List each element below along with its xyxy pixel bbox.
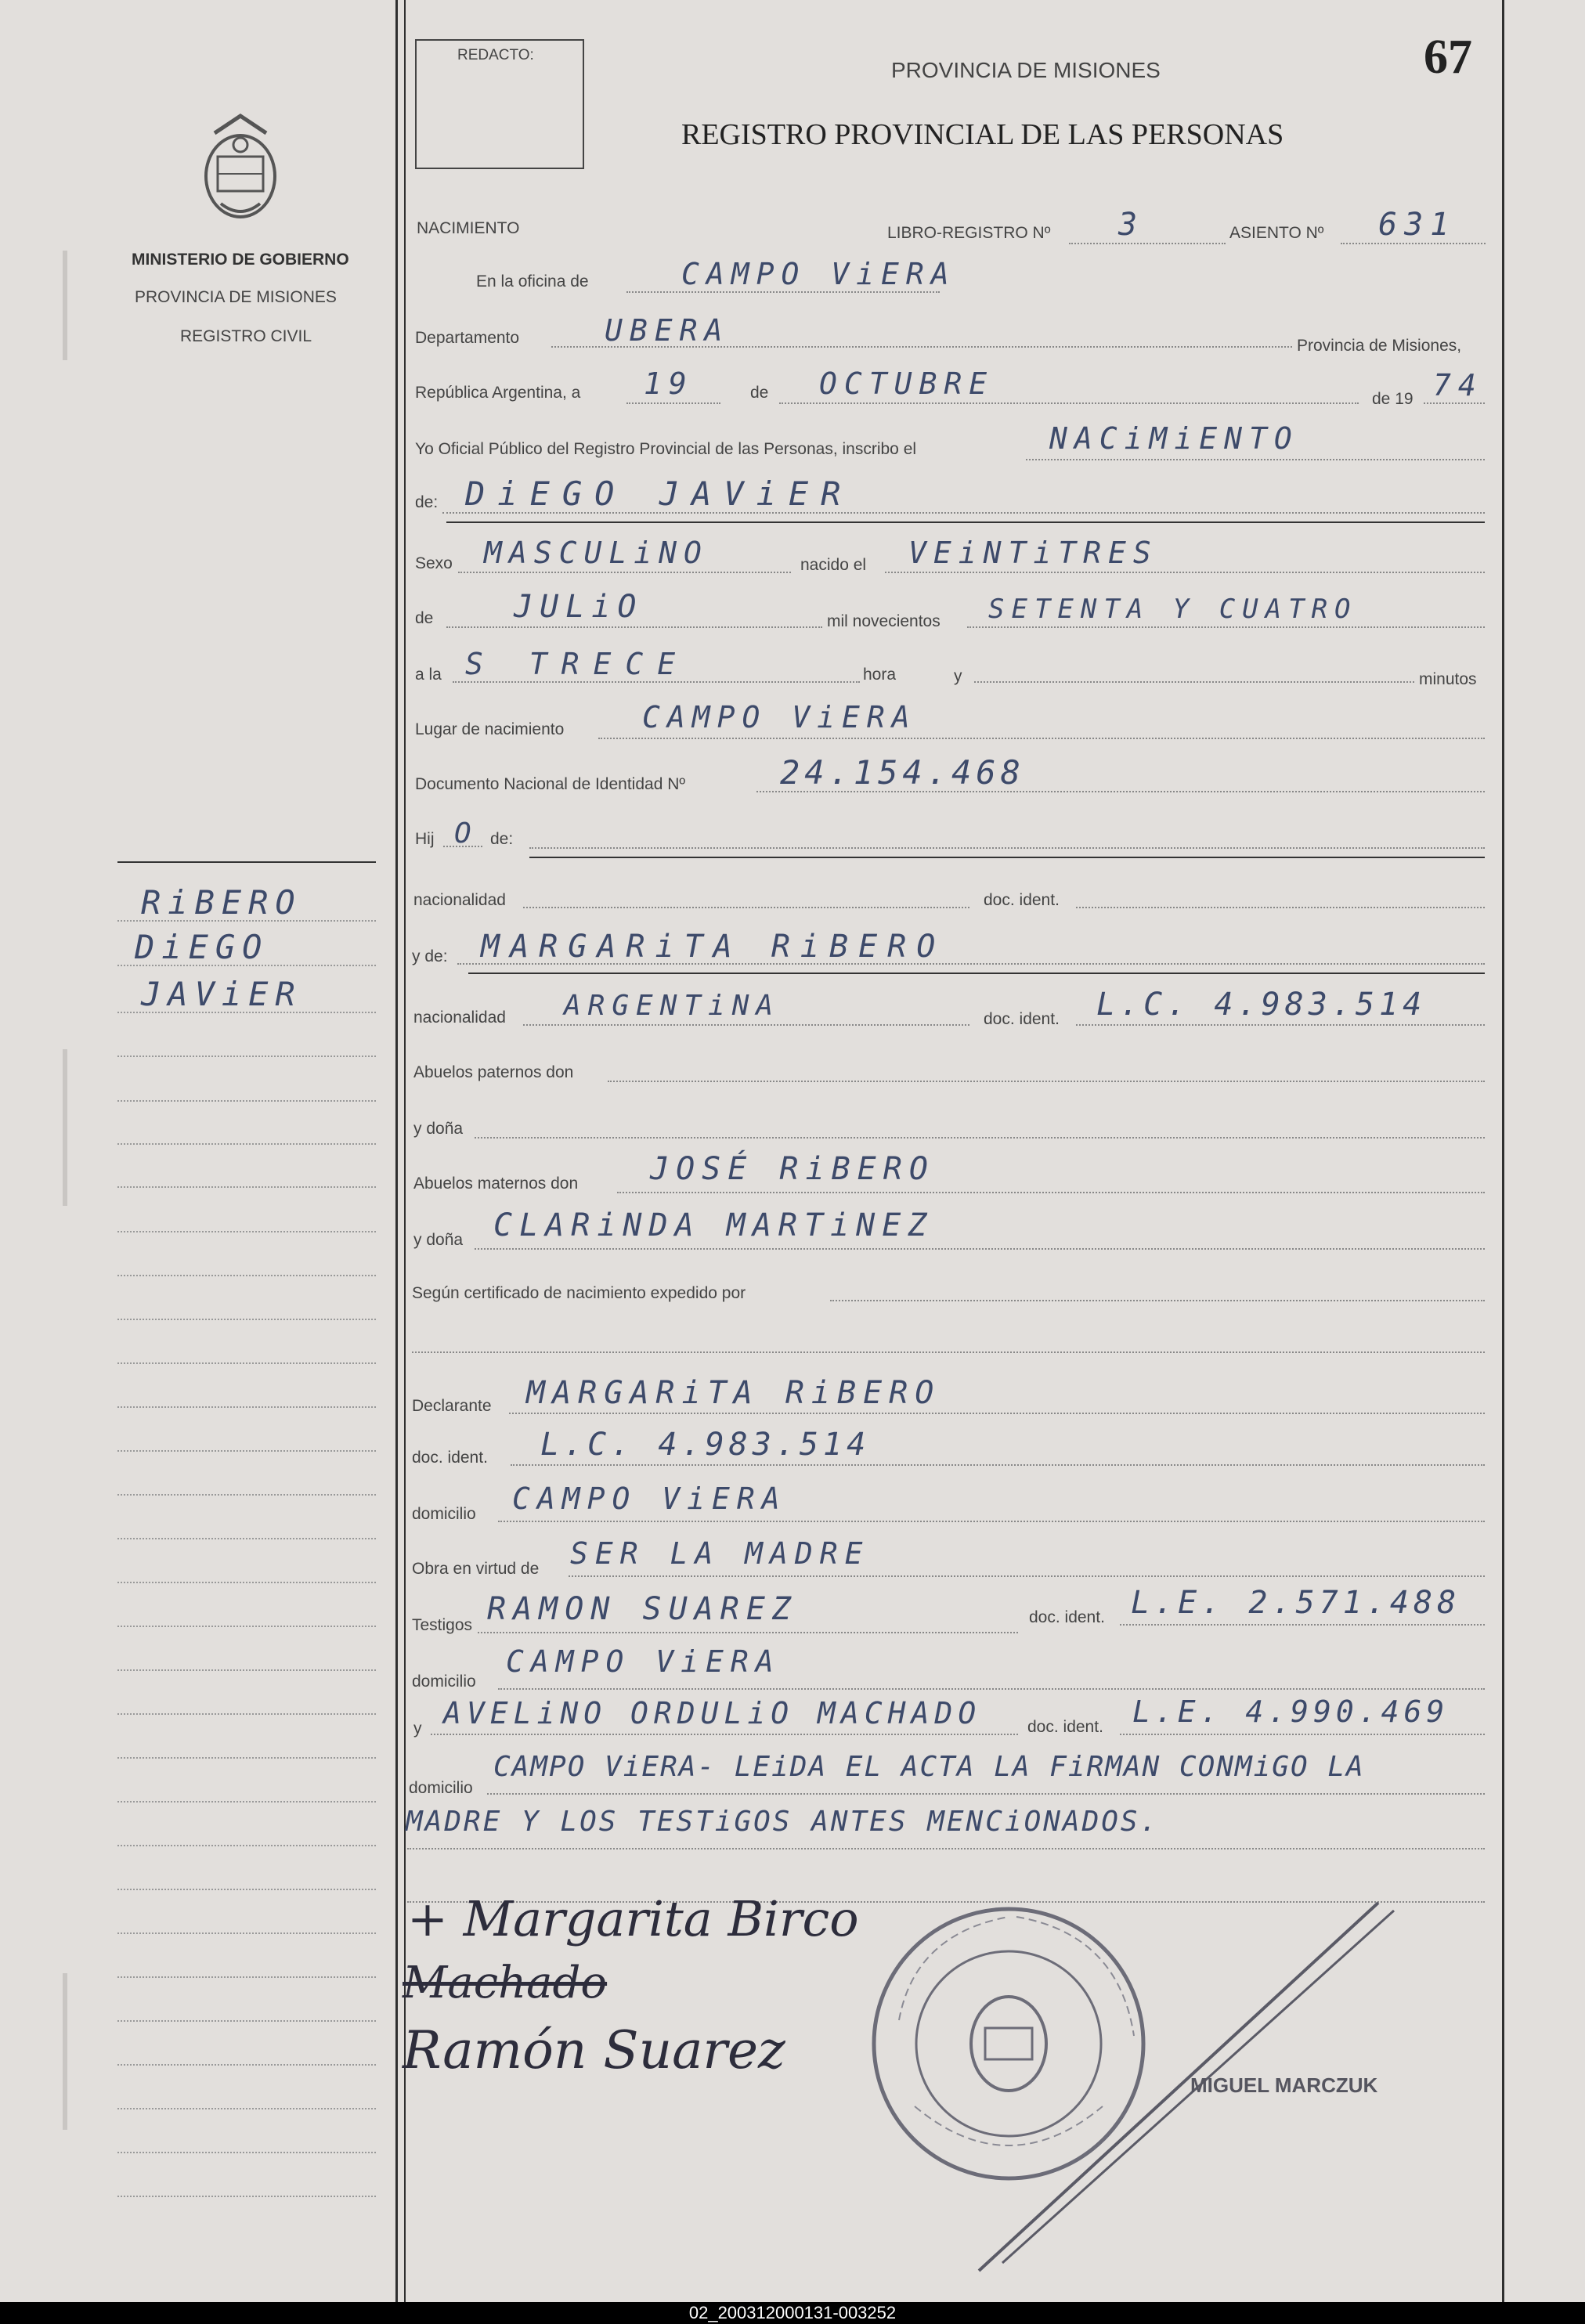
value-doc-testigo1: L.E. 2.571.488 bbox=[1131, 1585, 1461, 1621]
label-minutos: minutos bbox=[1419, 670, 1477, 688]
label-doc-madre: doc. ident. bbox=[984, 1010, 1060, 1028]
margin-line bbox=[117, 1319, 376, 1320]
label-hij-de: de: bbox=[490, 830, 514, 848]
value-doc-madre: L.C. 4.983.514 bbox=[1096, 987, 1427, 1023]
label-sexo: Sexo bbox=[415, 554, 453, 572]
rule bbox=[446, 521, 1485, 523]
label-de-mes: de bbox=[750, 384, 769, 402]
value-sexo: MASCULiNO bbox=[484, 536, 709, 570]
value-testigo2: AVELiNO ORDULiO MACHADO bbox=[443, 1696, 982, 1730]
scan-id-footer: 02_200312000131-003252 bbox=[0, 2302, 1585, 2324]
value-asiento: 631 bbox=[1378, 207, 1457, 243]
margin-line bbox=[117, 1012, 376, 1013]
margin-line bbox=[117, 1801, 376, 1803]
margin-top-rule bbox=[117, 861, 376, 863]
margin-line bbox=[117, 1582, 376, 1583]
margin-line bbox=[117, 1713, 376, 1715]
label-doc-testigo2: doc. ident. bbox=[1027, 1718, 1103, 1736]
value-hij: O bbox=[454, 817, 478, 850]
label-hora: hora bbox=[863, 666, 897, 684]
value-departamento: UBERA bbox=[605, 313, 730, 348]
margin-line bbox=[117, 1275, 376, 1276]
margin-line bbox=[117, 1626, 376, 1627]
page-title: REGISTRO PROVINCIAL DE LAS PERSONAS bbox=[681, 118, 1284, 151]
label-provincia-suffix: Provincia de Misiones, bbox=[1297, 337, 1462, 355]
margin-line bbox=[117, 1669, 376, 1671]
margin-note-name2: JAViER bbox=[141, 975, 302, 1013]
margin-line bbox=[117, 2108, 376, 2109]
value-oficina: CAMPO ViERA bbox=[681, 257, 956, 291]
label-doc-testigo1: doc. ident. bbox=[1029, 1608, 1105, 1626]
value-madre: MARGARiTA RiBERO bbox=[481, 929, 946, 965]
label-y: y bbox=[954, 667, 962, 685]
provincial-seal-icon bbox=[197, 110, 283, 227]
rule bbox=[468, 973, 1485, 974]
rule bbox=[529, 857, 1485, 858]
redacto-box bbox=[415, 39, 584, 169]
margin-line bbox=[117, 2152, 376, 2153]
label-a-la: a la bbox=[415, 666, 442, 684]
vertical-rule-right bbox=[1502, 0, 1504, 2302]
value-hora: S TRECE bbox=[465, 647, 690, 681]
dots bbox=[523, 907, 969, 908]
value-mes-nac: JULiO bbox=[514, 589, 644, 625]
margin-line bbox=[117, 1231, 376, 1232]
label-obra: Obra en virtud de bbox=[412, 1560, 540, 1578]
label-nacionalidad-padre: nacionalidad bbox=[413, 891, 506, 909]
label-hij: Hij bbox=[415, 830, 435, 848]
dots bbox=[1069, 243, 1226, 244]
margin-line bbox=[117, 2064, 376, 2066]
dots bbox=[453, 681, 860, 683]
dots bbox=[1424, 402, 1485, 404]
value-dia: 19 bbox=[644, 366, 694, 401]
vertical-rule-left bbox=[395, 0, 398, 2302]
value-nacionalidad-madre: ARGENTiNA bbox=[564, 990, 781, 1022]
margin-line bbox=[117, 1976, 376, 1978]
label-nacido-el: nacido el bbox=[800, 556, 867, 574]
dots bbox=[626, 291, 940, 293]
dots bbox=[779, 402, 1359, 404]
dots bbox=[608, 1081, 1485, 1082]
dots bbox=[598, 738, 1485, 739]
label-domicilio-testigo1: domicilio bbox=[412, 1673, 476, 1691]
label-de-nombre: de: bbox=[415, 493, 439, 511]
label-republica: República Argentina, a bbox=[415, 384, 581, 402]
label-de-mes-nac: de bbox=[415, 609, 434, 627]
header-province: PROVINCIA DE MISIONES bbox=[891, 58, 1161, 82]
label-segun: Según certificado de nacimiento expedido por bbox=[412, 1284, 746, 1302]
dots bbox=[830, 1300, 1485, 1301]
value-dni: 24.154.468 bbox=[780, 753, 1025, 792]
value-anio-nac: SETENTA Y CUATRO bbox=[988, 594, 1358, 625]
margin-line bbox=[117, 2196, 376, 2197]
label-dni: Documento Nacional de Identidad Nº bbox=[415, 775, 686, 793]
label-y-de: y de: bbox=[412, 947, 448, 965]
dots bbox=[446, 626, 822, 628]
label-abuelos-maternos: Abuelos maternos don bbox=[413, 1175, 579, 1193]
dots bbox=[509, 1413, 1485, 1414]
value-domicilio-testigo2-line2: MADRE Y LOS TESTiGOS ANTES MENCiONADOS. bbox=[406, 1806, 1160, 1838]
signature-suarez: Ramón Suarez bbox=[403, 2020, 785, 2080]
value-nombre: DiEGO JAViER bbox=[465, 475, 854, 513]
dots bbox=[885, 572, 1485, 573]
margin-line bbox=[117, 1143, 376, 1145]
dots bbox=[569, 1575, 1485, 1577]
margin-note-name1: DiEGO bbox=[135, 928, 269, 966]
dots bbox=[523, 1024, 969, 1026]
margin-line bbox=[117, 1056, 376, 1057]
value-domicilio-testigo2-line1: CAMPO ViERA- LEiDA EL ACTA LA FiRMAN CONMiGO LA bbox=[493, 1751, 1365, 1783]
margin-line bbox=[117, 965, 376, 966]
stamp-official-name: MIGUEL MARCZUK bbox=[1190, 2073, 1378, 2097]
value-obra: SER LA MADRE bbox=[570, 1536, 870, 1571]
margin-note-surname: RiBERO bbox=[141, 883, 302, 922]
dots bbox=[407, 1848, 1485, 1849]
dots bbox=[475, 1248, 1485, 1250]
margin-line bbox=[117, 1100, 376, 1102]
signature-madre: + Margarita Birco bbox=[407, 1890, 859, 1947]
binding-mark-mid bbox=[63, 1049, 67, 1206]
dots bbox=[487, 1793, 1485, 1795]
value-doc-testigo2: L.E. 4.990.469 bbox=[1132, 1694, 1450, 1729]
label-asiento: ASIENTO Nº bbox=[1229, 224, 1324, 242]
dots bbox=[511, 1464, 1485, 1466]
label-lugar: Lugar de nacimiento bbox=[415, 720, 565, 738]
value-domicilio-declarante: CAMPO ViERA bbox=[512, 1481, 787, 1516]
signature-machado: Machado bbox=[403, 1958, 608, 2008]
margin-line bbox=[117, 1932, 376, 1934]
value-testigo1: RAMON SUAREZ bbox=[487, 1591, 798, 1627]
ministry-name: MINISTERIO DE GOBIERNO bbox=[132, 251, 349, 269]
margin-line bbox=[117, 1406, 376, 1408]
dots bbox=[529, 847, 1485, 849]
value-abuela-materna: CLARiNDA MARTiNEZ bbox=[493, 1207, 934, 1243]
margin-line bbox=[117, 1450, 376, 1452]
dots bbox=[458, 572, 791, 573]
margin-line bbox=[117, 1538, 376, 1539]
margin-line bbox=[117, 2020, 376, 2022]
margin-line bbox=[117, 1889, 376, 1890]
dots bbox=[412, 1351, 1485, 1353]
value-domicilio-testigo1: CAMPO ViERA bbox=[506, 1644, 781, 1679]
margin-line bbox=[117, 1845, 376, 1846]
redacto-label: REDACTO: bbox=[457, 47, 534, 63]
margin-line bbox=[117, 1186, 376, 1188]
label-domicilio-declarante: domicilio bbox=[412, 1505, 476, 1523]
value-lugar: CAMPO ViERA bbox=[642, 700, 917, 734]
value-inscribo: NACiMiENTO bbox=[1049, 421, 1299, 456]
label-testigos: Testigos bbox=[412, 1616, 473, 1634]
value-libro: 3 bbox=[1118, 207, 1145, 243]
dots bbox=[478, 1632, 1018, 1633]
value-declarante: MARGARiTA RiBERO bbox=[526, 1375, 941, 1411]
dots bbox=[431, 1734, 1018, 1735]
label-yo-oficial: Yo Oficial Público del Registro Provincial de las Personas, inscribo el bbox=[415, 440, 917, 458]
label-declarante: Declarante bbox=[412, 1397, 492, 1415]
vertical-rule-inner bbox=[404, 0, 406, 2302]
value-doc-declarante: L.C. 4.983.514 bbox=[540, 1427, 871, 1463]
value-anio: 74 bbox=[1433, 368, 1483, 402]
label-doc-declarante: doc. ident. bbox=[412, 1449, 488, 1467]
dots bbox=[1341, 243, 1486, 244]
dots bbox=[498, 1521, 1485, 1522]
dots bbox=[617, 1192, 1485, 1193]
value-mes: OCTUBRE bbox=[819, 366, 995, 401]
dots bbox=[1120, 1734, 1485, 1735]
label-departamento: Departamento bbox=[415, 329, 520, 347]
label-doc-padre: doc. ident. bbox=[984, 891, 1060, 909]
label-y-dona-materna: y doña bbox=[413, 1231, 464, 1249]
page-number: 67 bbox=[1424, 31, 1472, 84]
dots bbox=[1026, 459, 1485, 460]
margin-line bbox=[117, 1362, 376, 1364]
dots bbox=[498, 1688, 1485, 1690]
value-abuelo-materno: JOSÉ RiBERO bbox=[650, 1151, 935, 1187]
binding-mark-top bbox=[63, 251, 67, 360]
binding-mark-bottom bbox=[63, 1973, 67, 2130]
dots bbox=[967, 626, 1485, 628]
dots bbox=[1120, 1624, 1485, 1626]
left-province: PROVINCIA DE MISIONES bbox=[135, 288, 337, 306]
label-nacimiento: NACIMIENTO bbox=[417, 219, 520, 237]
dots bbox=[1076, 1024, 1485, 1026]
value-nacido-el: VEiNTiTRES bbox=[908, 536, 1158, 570]
left-registry: REGISTRO CIVIL bbox=[180, 327, 312, 345]
label-domicilio-testigo2: domicilio bbox=[409, 1779, 473, 1797]
label-nacionalidad-madre: nacionalidad bbox=[413, 1009, 506, 1027]
label-oficina: En la oficina de bbox=[476, 272, 589, 290]
label-libro: LIBRO-REGISTRO Nº bbox=[887, 224, 1051, 242]
label-mil-novecientos: mil novecientos bbox=[827, 612, 941, 630]
label-abuelos-paternos: Abuelos paternos don bbox=[413, 1063, 574, 1081]
dots bbox=[974, 681, 1414, 683]
margin-line bbox=[117, 1757, 376, 1759]
dots bbox=[626, 402, 720, 404]
label-y-dona-paterna: y doña bbox=[413, 1120, 464, 1138]
margin-line bbox=[117, 920, 376, 922]
label-y-testigo2: y bbox=[413, 1720, 422, 1738]
dots bbox=[475, 1137, 1485, 1139]
label-de-19: de 19 bbox=[1372, 390, 1414, 408]
margin-line bbox=[117, 1494, 376, 1496]
dots bbox=[1076, 907, 1485, 908]
